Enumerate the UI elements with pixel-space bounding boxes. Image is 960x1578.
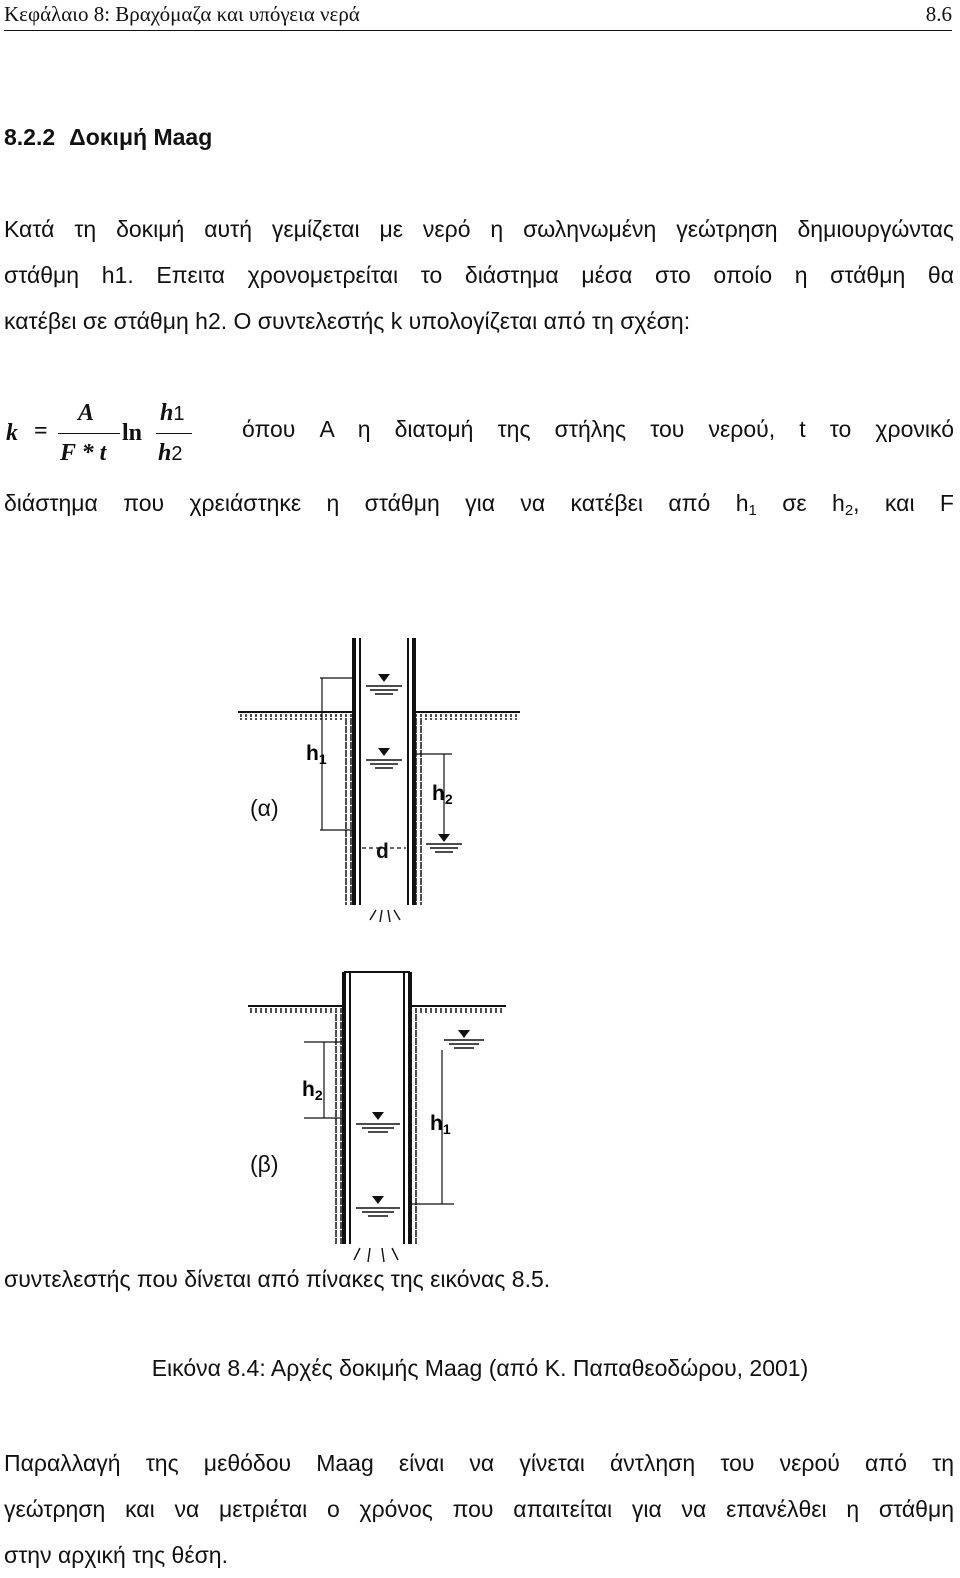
ground-hatch-right [412,1008,504,1014]
chapter-title: Κεφάλαιο 8: Βραχόμαζα και υπόγεια νερά [4,2,360,26]
formula-numerator: A [78,400,95,426]
section-title: Δοκιμή Maag [69,124,213,150]
running-header [4,2,952,32]
formula-explanation-line: όπου A η διατομή της στήλης του νερού, t το χρονικό [242,416,954,442]
h-subscript: 2 [171,443,183,465]
flow-arrows [370,910,400,922]
subscript: 2 [844,502,854,519]
paragraph-continuation: συντελεστής που δίνεται από πίνακες της εικόνας 8.5. [4,1266,551,1292]
page-number: 8.6 [925,2,952,26]
h-letter: h [160,400,174,426]
fraction-bar [58,433,120,434]
groundwater-level-symbol [444,1030,484,1048]
text-run: σε h [756,490,845,516]
formula-k: k [6,420,18,446]
formula-denominator: F * t [60,440,107,466]
formula-h-denominator [158,440,182,467]
figure-b [248,972,506,1262]
figure-a [238,638,520,922]
formula-h-numerator [160,400,184,427]
maag-formula [4,398,204,478]
paragraph-intro [4,206,954,344]
fraction-bar [156,433,192,434]
label-alpha: (α) [250,795,279,821]
formula-equals: = [34,418,48,444]
d-label: d [376,840,389,863]
label-beta: (β) [250,1151,279,1177]
h2-label: h2 [302,1078,323,1103]
ground-hatch-left [250,1008,342,1014]
paragraph-variant [4,1440,954,1578]
header-rule [4,30,952,31]
figure-caption: Εικόνα 8.4: Αρχές δοκιμής Maag (από Κ. Παπαθεοδώρου, 2001) [151,1355,809,1381]
h-subscript: 1 [173,403,185,425]
water-level-symbol [356,1112,400,1132]
paragraph-line: στην αρχική της θέση. [4,1542,228,1568]
h1-label: h1 [430,1112,451,1137]
paragraph-line: στάθμη h1. Επειτα χρονομετρείται το διάστημα μέσα στο οποίο η στάθμη θα [4,262,954,288]
section-number: 8.2.2 [4,124,56,150]
water-level-symbol [366,674,402,694]
h2-label: h2 [432,782,453,807]
formula-ln: ln [122,420,143,446]
h-letter: h [158,440,172,466]
water-level-symbol [356,1196,400,1216]
paragraph-line: Κατά τη δοκιμή αυτή γεμίζεται με νερό η σωληνωμένη γεώτρηση δημιουργώντας [4,216,954,242]
paragraph-line: γεώτρηση και να μετριέται ο χρόνος που απαιτείται για να επανέλθει η στάθμη [4,1496,954,1522]
water-level-symbol [366,748,402,768]
h1-label: h1 [306,742,327,767]
paragraph-line: κατέβει σε στάθμη h2. Ο συντελεστής k υπολογίζεται από τη σχέση: [4,308,691,334]
flow-arrows [354,1248,398,1262]
maag-test-figure [230,630,520,1270]
formula-explanation-line2 [4,490,954,519]
ground-hatch-right [416,714,520,720]
groundwater-level-symbol [426,834,462,852]
paragraph-line: Παραλλαγή της μεθόδου Maag είναι να γίνεται άντληση του νερού από τη [4,1450,954,1476]
ground-hatch-left [240,714,352,720]
subscript: 1 [748,502,757,519]
section-heading [4,124,212,151]
text-run: , και F [853,490,954,516]
text-run: διάστημα που χρειάστηκε η στάθμη για να κατέβει από h [4,490,749,516]
